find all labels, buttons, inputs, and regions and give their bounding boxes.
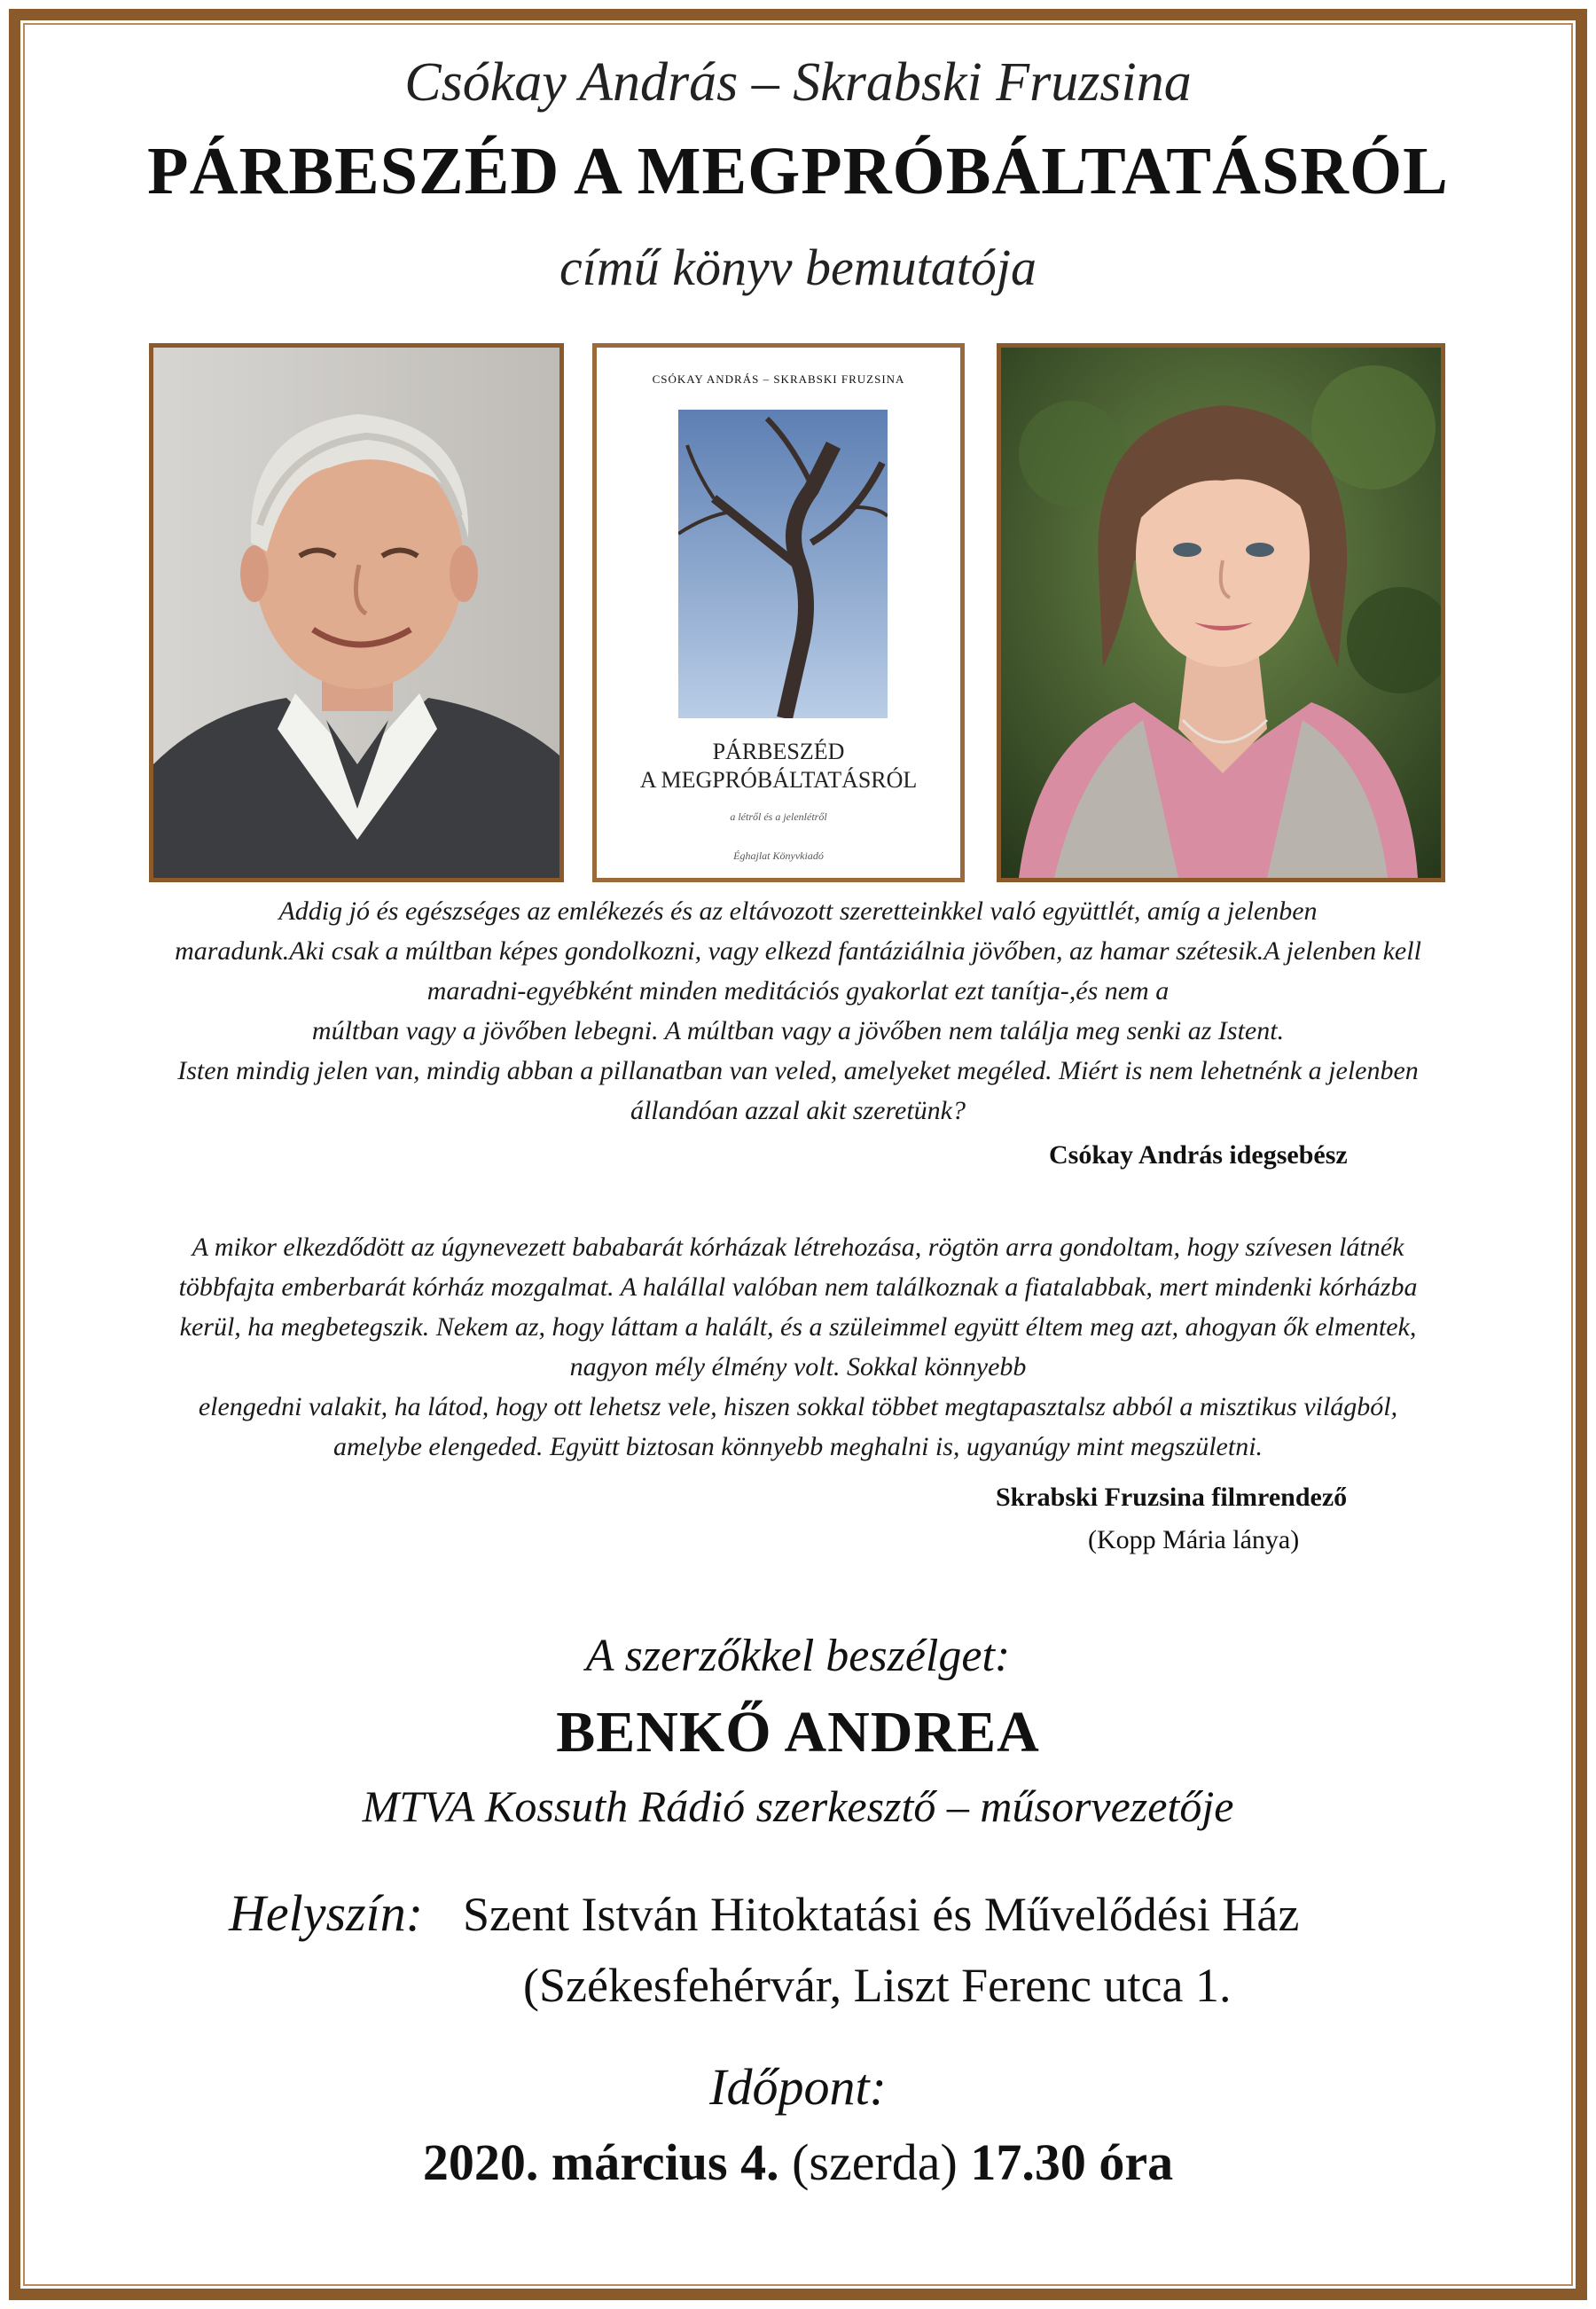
host-name: BENKŐ ANDREA xyxy=(556,1700,1040,1765)
quote-line: A mikor elkezdődött az úgynevezett bababarát kórházak létrehozása, rögtön arra gondoltam, hogy szívesen látnék xyxy=(192,1233,1404,1262)
host-role: MTVA Kossuth Rádió szerkesztő – műsorvezetője xyxy=(362,1781,1234,1831)
quote-line: maradunk.Aki csak a múltban képes gondolkozni, vagy elkezd fantáziálnia jövőben, az hamar szétesik.A jelenben kell xyxy=(175,936,1421,966)
quote-line: múltban vagy a jövőben lebegni. A múltban vagy a jövőben nem találja meg senki az Istent. xyxy=(311,1016,1285,1045)
quote-csokay-signature: Csókay András idegsebész xyxy=(1049,1140,1348,1170)
quote-skrabski xyxy=(35,1227,1561,1467)
cover-title-line1: PÁRBESZÉD xyxy=(712,739,845,764)
book-cover xyxy=(592,343,965,882)
quote-line: Addig jó és egészséges az emlékezés és az eltávozott szeretteinkkel való együttlét, amíg a jelenben xyxy=(278,896,1318,926)
venue-address: (Székesfehérvár, Liszt Ferenc utca 1. xyxy=(523,1959,1232,2012)
quote-line: maradni-egyébként minden meditációs gyakorlat ezt tanítja-,és nem a xyxy=(426,976,1170,1006)
date-line xyxy=(0,2133,1596,2192)
quote-line: nagyon mély élmény volt. Sokkal könnyebb xyxy=(569,1352,1027,1381)
cover-tagline: a létről és a jelenlétről xyxy=(730,810,827,823)
date-label: Időpont: xyxy=(709,2058,887,2116)
quote-csokay xyxy=(35,891,1561,1131)
event-time: 17.30 óra xyxy=(970,2133,1174,2191)
quote-skrabski-signature: Skrabski Fruzsina filmrendező xyxy=(996,1483,1348,1512)
quote-line: kerül, ha megbetegszik. Nekem az, hogy láttam a halált, és a szüleimmel együtt éltem meg azt, ahogyan ők elmentek, xyxy=(179,1312,1417,1342)
venue-label: Helyszín: xyxy=(229,1884,424,1942)
event-weekday: (szerda) xyxy=(792,2133,958,2191)
quote-line: amelybe elengeded. Együtt biztosan könnyebb meghalni is, ugyanúgy mint megszületni. xyxy=(332,1432,1264,1461)
book-title: PÁRBESZÉD A MEGPRÓBÁLTATÁSRÓL xyxy=(147,134,1449,208)
portrait-man-illustration xyxy=(153,348,559,878)
cover-tree-image xyxy=(678,410,888,718)
cover-authors: CSÓKAY ANDRÁS – SKRABSKI FRUZSINA xyxy=(652,372,905,386)
cover-title-line2: A MEGPRÓBÁLTATÁSRÓL xyxy=(639,767,918,793)
quote-line: állandóan azzal akit szeretünk? xyxy=(630,1096,966,1125)
portrait-woman-illustration xyxy=(1001,348,1441,878)
venue-name: Szent István Hitoktatási és Művelődési Ház xyxy=(463,1888,1300,1941)
quote-skrabski-note: (Kopp Mária lánya) xyxy=(1088,1525,1300,1554)
event-subtitle: című könyv bemutatója xyxy=(559,239,1037,296)
portrait-skrabski-fruzsina xyxy=(997,343,1445,882)
authors-heading: Csókay András – Skrabski Fruzsina xyxy=(404,52,1192,113)
quote-line: többfajta emberbarát kórház mozgalmat. A halállal valóban nem találkoznak a fiatalabbak, mert mindenki kórházba xyxy=(178,1272,1418,1302)
portrait-csokay-andras xyxy=(149,343,564,882)
event-date: 2020. március 4. xyxy=(422,2133,779,2191)
quote-line: Isten mindig jelen van, mindig abban a pillanatban van veled, amelyeket megéled. Miért is nem lehetnénk a jelenben xyxy=(177,1056,1419,1085)
cover-publisher: Éghajlat Könyvkiadó xyxy=(733,849,824,862)
host-intro: A szerzőkkel beszélget: xyxy=(585,1631,1011,1681)
quote-line: elengedni valakit, ha látod, hogy ott lehetsz vele, hiszen sokkal többet megtapasztalsz abból a misztikus világból, xyxy=(198,1392,1398,1421)
